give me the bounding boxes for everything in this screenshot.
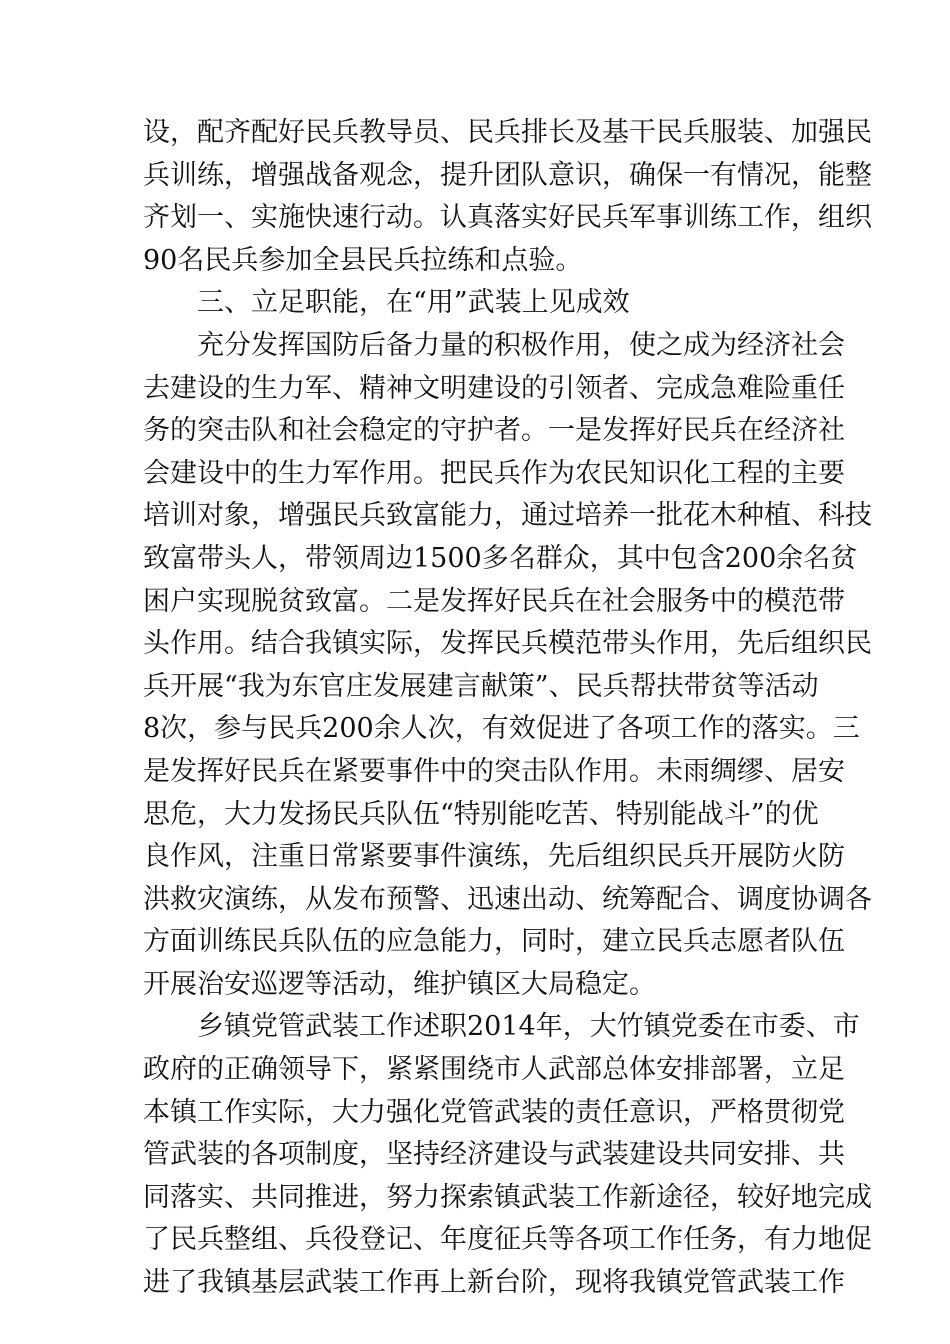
body-text: [143, 112, 872, 1305]
text-line: 本镇工作实际，大力强化党管武装的责任意识，严格贯彻党: [143, 1096, 845, 1128]
text-line: 会建设中的生力军作用。把民兵作为农民知识化工程的主要: [143, 457, 845, 489]
text-line: 兵训练，增强战备观念，提升团队意识，确保一有情况，能整: [143, 159, 872, 191]
text-line: 良作风，注重日常紧要事件演练，先后组织民兵开展防火防: [143, 841, 845, 873]
text-line: 致富带头人，带领周边1500多名群众，其中包含200余名贫: [143, 542, 858, 574]
text-line: 洪救灾演练，从发布预警、迅速出动、统筹配合、调度协调各: [143, 883, 872, 915]
text-line: 了民兵整组、兵役登记、年度征兵等各项工作任务，有力地促: [143, 1224, 872, 1256]
text-line: 培训对象，增强民兵致富能力，通过培养一批花木种植、科技: [143, 500, 872, 532]
text-line: 充分发挥国防后备力量的积极作用，使之成为经济社会: [197, 329, 845, 361]
text-line: 开展治安巡逻等活动，维护镇区大局稳定。: [143, 968, 656, 1000]
text-line: 困户实现脱贫致富。二是发挥好民兵在社会服务中的模范带: [143, 585, 845, 617]
text-line: 头作用。结合我镇实际，发挥民兵模范带头作用，先后组织民: [143, 628, 872, 660]
text-line: 管武装的各项制度，坚持经济建设与武装建设共同安排、共: [143, 1139, 845, 1171]
text-line: 是发挥好民兵在紧要事件中的突击队作用。未雨绸缪、居安: [143, 755, 845, 787]
text-line: 同落实、共同推进，努力探索镇武装工作新途径，较好地完成: [143, 1181, 872, 1213]
text-line: 去建设的生力军、精神文明建设的引领者、完成急难险重任: [143, 372, 845, 404]
text-line: 乡镇党管武装工作述职2014年，大竹镇党委在市委、市: [197, 1011, 860, 1043]
text-line: 进了我镇基层武装工作再上新台阶，现将我镇党管武装工作: [143, 1267, 845, 1299]
text-line: 8次，参与民兵200余人次，有效促进了各项工作的落实。三: [143, 713, 860, 745]
text-line: 方面训练民兵队伍的应急能力，同时，建立民兵志愿者队伍: [143, 926, 845, 958]
text-line: 务的突击队和社会稳定的守护者。一是发挥好民兵在经济社: [143, 415, 845, 447]
text-line: 政府的正确领导下，紧紧围绕市人武部总体安排部署，立足: [143, 1054, 845, 1086]
text-line: 兵开展“我为东官庄发展建言献策”、民兵帮扶带贫等活动: [143, 670, 819, 702]
text-line: 设，配齐配好民兵教导员、民兵排长及基干民兵服装、加强民: [143, 117, 872, 148]
text-line: 齐划一、实施快速行动。认真落实好民兵军事训练工作，组织: [143, 202, 872, 234]
section-heading: 三、立足职能，在“用”武装上见成效: [197, 287, 630, 319]
text-line: 思危，大力发扬民兵队伍“特别能吃苦、特别能战斗”的优: [143, 798, 819, 830]
text-line: 90名民兵参加全县民兵拉练和点验。: [143, 244, 583, 276]
